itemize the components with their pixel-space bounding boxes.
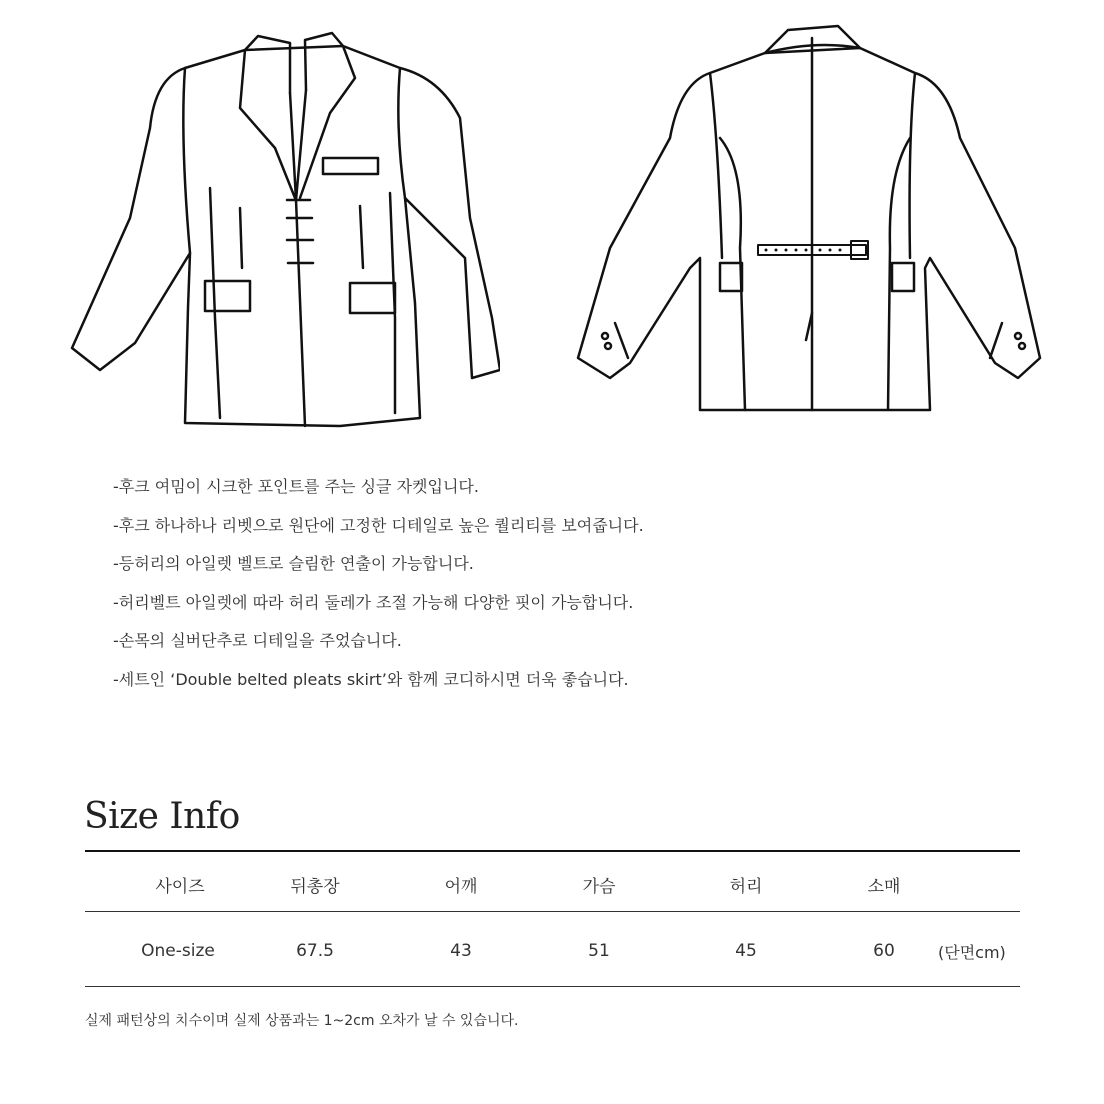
value-size: One-size [141, 941, 215, 961]
product-description [113, 468, 1013, 699]
header-sleeve: 소매 [867, 877, 901, 897]
header-size: 사이즈 [155, 877, 205, 897]
value-back-length: 67.5 [296, 941, 334, 961]
header-shoulder: 어깨 [444, 877, 478, 897]
table-bottom-rule [85, 986, 1020, 987]
unit-label: (단면cm) [938, 943, 1006, 962]
measurement-note: 실제 패턴상의 치수이며 실제 상품과는 1~2cm 오차가 날 수 있습니다. [85, 1013, 519, 1029]
description-line: -후크 하나하나 리벳으로 원단에 고정한 디테일로 높은 퀄리티를 보여줍니다. [113, 515, 644, 535]
value-sleeve: 60 [873, 941, 895, 961]
value-shoulder: 43 [450, 941, 472, 961]
value-chest: 51 [588, 941, 610, 961]
description-line: -후크 여밈이 시크한 포인트를 주는 싱글 자켓입니다. [113, 477, 479, 496]
table-top-rule [85, 850, 1020, 852]
jacket-back-sketch [570, 18, 1050, 438]
description-line: -세트인 ‘Double belted pleats skirt’와 함께 코디하시면 더욱 좋습니다. [113, 669, 629, 689]
description-line: -허리벨트 아일렛에 따라 허리 둘레가 조절 가능해 다양한 핏이 가능합니다. [113, 592, 634, 612]
table-header-rule [85, 911, 1020, 912]
header-waist: 허리 [729, 877, 763, 897]
description-line: -손목의 실버단추로 디테일을 주었습니다. [113, 631, 402, 650]
header-chest: 가슴 [582, 877, 616, 897]
size-info-title: Size Info [84, 796, 240, 837]
header-back-length: 뒤총장 [290, 877, 340, 897]
description-line: -등허리의 아일렛 벨트로 슬림한 연출이 가능합니다. [113, 554, 474, 573]
jacket-front-sketch [60, 18, 500, 438]
value-waist: 45 [735, 941, 757, 961]
